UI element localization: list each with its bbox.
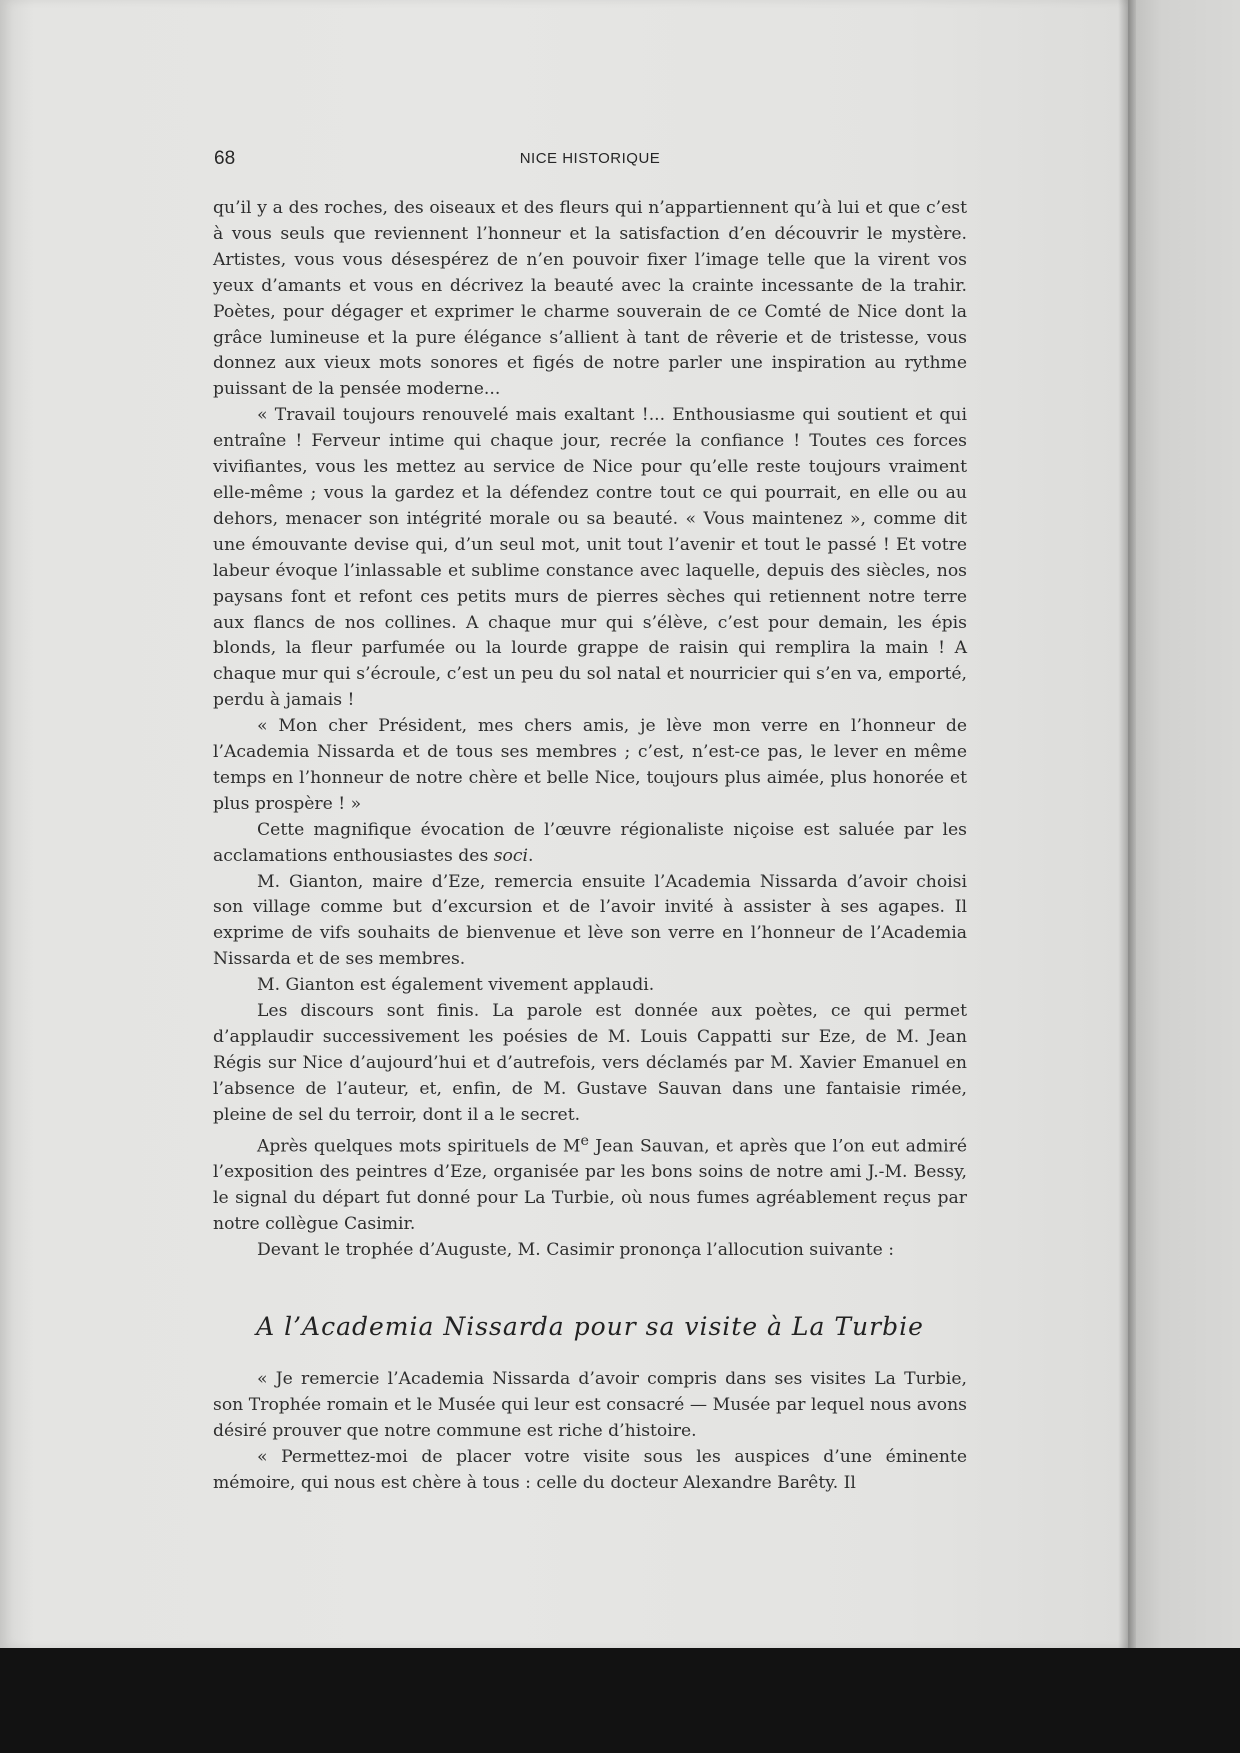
italic-word: soci [493,845,529,866]
paragraph: qu’il y a des roches, des oiseaux et des fleurs qui n’appartiennent qu’à lui et que c’est à vous seuls que reviennent l’honneur et la satisfaction d’en découvrir le mystère. Artistes, vous vous désespérez de n’en pouvoir fixer l’image telle que la virent vos yeux d’amants et vous en décrivez la beauté avec la crainte incessante de la trahir. Poètes, pour dégager et exprimer le charme souverain de ce Comté de Nice dont la grâce lumineuse et la pure élégance s’allient à tant de rêverie et de tristesse, vous donnez aux vieux mots sonores et figés de notre parler une inspiration au rythme puissant de la pensée moderne... [213,198,967,400]
journal-title: NICE HISTORIQUE [519,150,661,167]
paragraph: M. Gianton est également vivement applaudi. [257,975,655,996]
paragraph-text: Jean Sauvan, et après que l’on eut admiré l’exposition des peintres d’Eze, organisée par les bons soins de notre ami J.-M. Bessy, le signal du départ fut donné pour La Turbie, où nous fumes agréablement reçus par notre collègue Casimir. [213,1136,967,1235]
speech-text [213,1367,967,1497]
section-heading: A l’Academia Nissarda pour sa visite à La Turbie [256,1312,924,1341]
facing-page-edge [1128,0,1240,1648]
running-head [214,148,966,172]
paragraph [213,818,967,870]
paragraph: Devant le trophée d’Auguste, M. Casimir prononça l’allocution suivante : [257,1239,895,1260]
paragraph: M. Gianton, maire d’Eze, remercia ensuite l’Academia Nissarda d’avoir choisi son village comme but d’excursion et de l’avoir invité à assister à ses agapes. Il exprime de vifs souhaits de bienvenue et lève son verre en l’honneur de l’Academia Nissarda et de ses membres. [213,871,967,970]
page-number: 68 [214,148,236,169]
paragraph-text: . [528,845,534,866]
paragraph [213,1129,967,1238]
body-text [213,196,967,1264]
paragraph: Les discours sont finis. La parole est donnée aux poètes, ce qui permet d’applaudir successivement les poésies de M. Louis Cappatti sur Eze, de M. Jean Régis sur Nice d’aujourd’hui et d’autrefois, vers déclamés par M. Xavier Emanuel en l’absence de l’auteur, et, enfin, de M. Gustave Sauvan dans une fantaisie rimée, pleine de sel du terroir, dont il a le secret. [213,1001,967,1125]
paragraph: « Je remercie l’Academia Nissarda d’avoir compris dans ses visites La Turbie, son Trophée romain et le Musée qui leur est consacré — Musée par lequel nous avons désiré prouver que notre commune est riche d’histoire. [213,1369,967,1441]
paragraph-text: Après quelques mots spirituels de M [257,1136,581,1157]
paragraph: « Permettez-moi de placer votre visite sous les auspices d’une éminente mémoire, qui nous est chère à tous : celle du docteur Alexandre Barêty. Il [213,1446,967,1493]
paragraph-text: Cette magnifique évocation de l’œuvre régionaliste niçoise est saluée par les acclamations enthousiastes des [213,819,967,866]
paragraph: « Travail toujours renouvelé mais exaltant !... Enthousiasme qui soutient et qui entraîne ! Ferveur intime qui chaque jour, recrée la confiance ! Toutes ces forces vivifiantes, vous les mettez au service de Nice pour qu’elle reste toujours vraiment elle-même ; vous la gardez et la défendez contre tout ce qui pourrait, en elle ou au dehors, menacer son intégrité morale ou sa beauté. « Vous maintenez », comme dit une émouvante devise qui, d’un seul mot, unit tout l’avenir et tout le passé ! Et votre labeur évoque l’inlassable et sublime constance avec laquelle, depuis des siècles, nos paysans font et refont ces petits murs de pierres sèches qui retiennent notre terre aux flancs de nos collines. A chaque mur qui s’élève, c’est pour demain, les épis blonds, la fleur parfumée ou la lourde grappe de raisin qui remplira la main ! A chaque mur qui s’écroule, c’est un peu du sol natal et nourricier qui s’en va, emporté, perdu à jamais ! [213,405,967,711]
scanner-bottom-band [0,1648,1240,1753]
paragraph: « Mon cher Président, mes chers amis, je lève mon verre en l’honneur de l’Academia Nissarda et de tous ses membres ; c’est, n’est-ce pas, le lever en même temps en l’honneur de notre chère et belle Nice, toujours plus aimée, plus honorée et plus prospère ! » [213,716,967,814]
superscript: e [580,1132,589,1149]
gutter-shadow [1118,0,1136,1648]
